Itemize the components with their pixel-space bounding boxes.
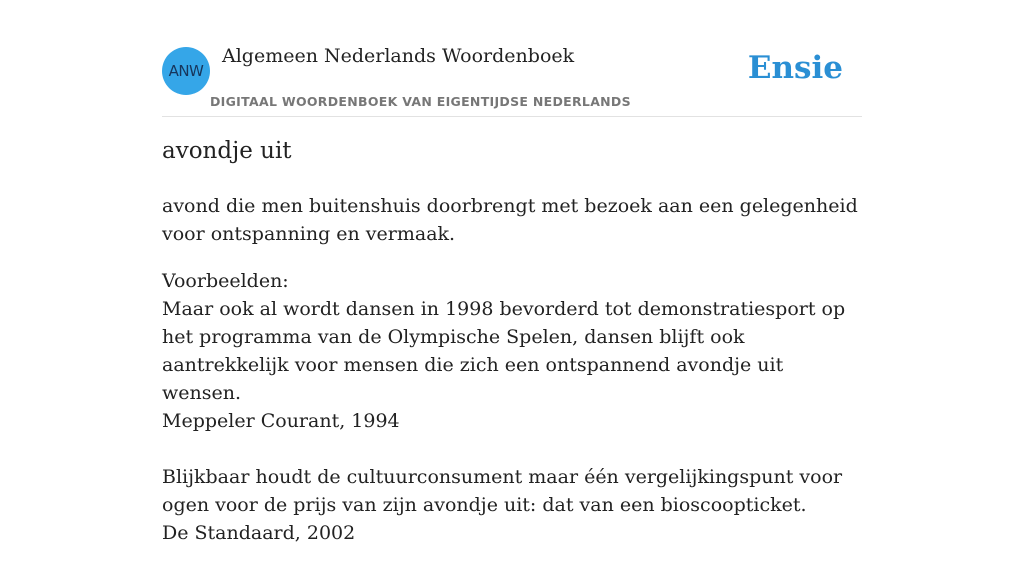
examples-label: Voorbeelden: [162,270,289,292]
example-text: Maar ook al wordt dansen in 1998 bevorderd tot demonstratiesport op het programma van de Olympische Spelen, dansen blijft ook aantrekkelijk voor mensen die zich een ontspannend avondje uit wensen. [162,298,846,404]
site-header [162,0,862,117]
anw-logo[interactable] [162,47,210,95]
entry-definition: avond die men buitenshuis doorbrengt met bezoek aan een gelegenheid voor ontspanning en vermaak. [162,195,858,245]
ensie-brand-link[interactable]: Ensie [747,50,843,86]
logo-text: ANW [168,62,204,80]
entry-title: avondje uit [162,138,292,164]
example-item [162,463,862,547]
site-subtitle: DIGITAAL WOORDENBOEK VAN EIGENTIJDSE NEDERLANDS [210,94,631,109]
examples-section [162,267,862,575]
site-title[interactable]: Algemeen Nederlands Woordenboek [222,45,575,67]
example-text: Blijkbaar houdt de cultuurconsument maar één vergelijkingspunt voor ogen voor de prijs van zijn avondje uit: dat van een bioscoopticket. [162,466,843,516]
example-source: De Standaard, 2002 [162,522,356,544]
page [162,0,862,544]
example-item [162,295,862,435]
example-source: Meppeler Courant, 1994 [162,410,400,432]
